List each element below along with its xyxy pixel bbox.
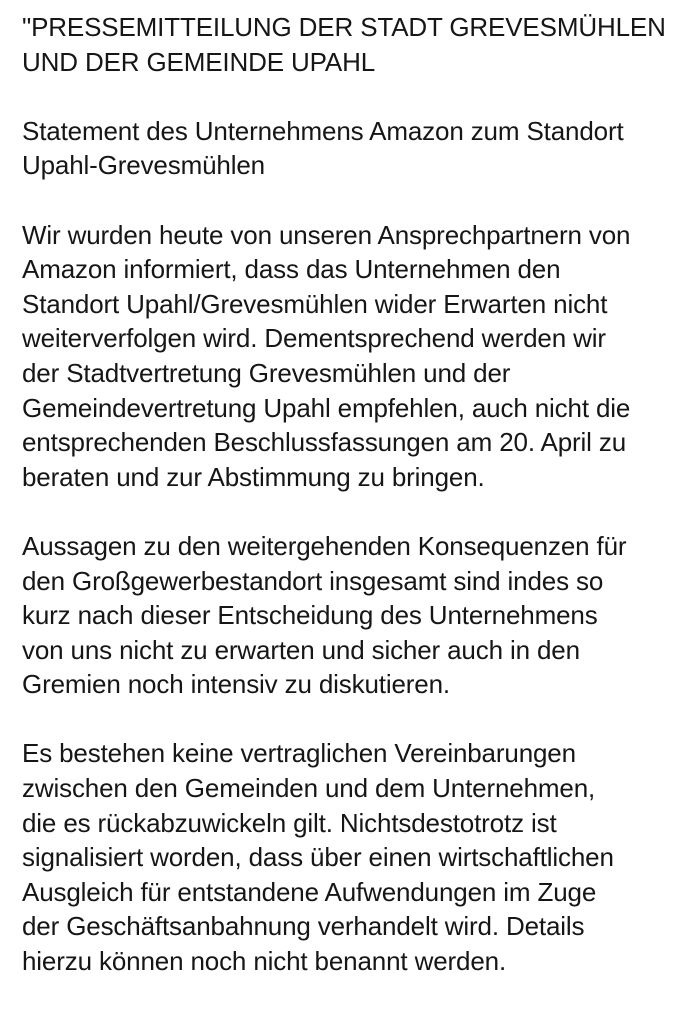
body-paragraph-2: Aussagen zu den weitergehenden Konsequenzen für den Großgewerbestandort insgesamt sind indes so kurz nach dieser Entscheidung des Unternehmens von uns nicht zu erwarten und sicher auch in den Gremien noch intensiv zu diskutieren. xyxy=(22,530,627,700)
body-paragraph-1: Wir wurden heute von unseren Ansprechpartnern von Amazon informiert, dass das Unternehmen den Standort Upahl/Grevesmühlen wider Erwarten nicht weiterverfolgen wird. Dementsprechend werden wir der Stadtvertretung Grevesmühlen und der Gemeindevertretung Upahl empfehlen, auch nicht die entsprechenden Beschlussfassungen am 20. April zu beraten und zur Abstimmung zu bringen. xyxy=(22,219,631,492)
press-release-heading: "PRESSEMITTEILUNG DER STADT GREVESMÜHLEN UND DER GEMEINDE UPAHL xyxy=(22,12,666,77)
body-paragraph-3: Es bestehen keine vertraglichen Vereinbarungen zwischen den Gemeinden und dem Unternehmen, die es rückabzuwickeln gilt. Nichtsdestotrotz ist signalisiert worden, dass über einen wirtschaftlichen Ausgleich für entstandene Aufwendungen im Zuge der Geschäftsanbahnung verhandelt wird. Details hierzu können noch nicht benannt werden. xyxy=(22,738,614,977)
statement-subheading: Statement des Unternehmens Amazon zum Standort Upahl-Grevesmühlen xyxy=(22,115,624,181)
